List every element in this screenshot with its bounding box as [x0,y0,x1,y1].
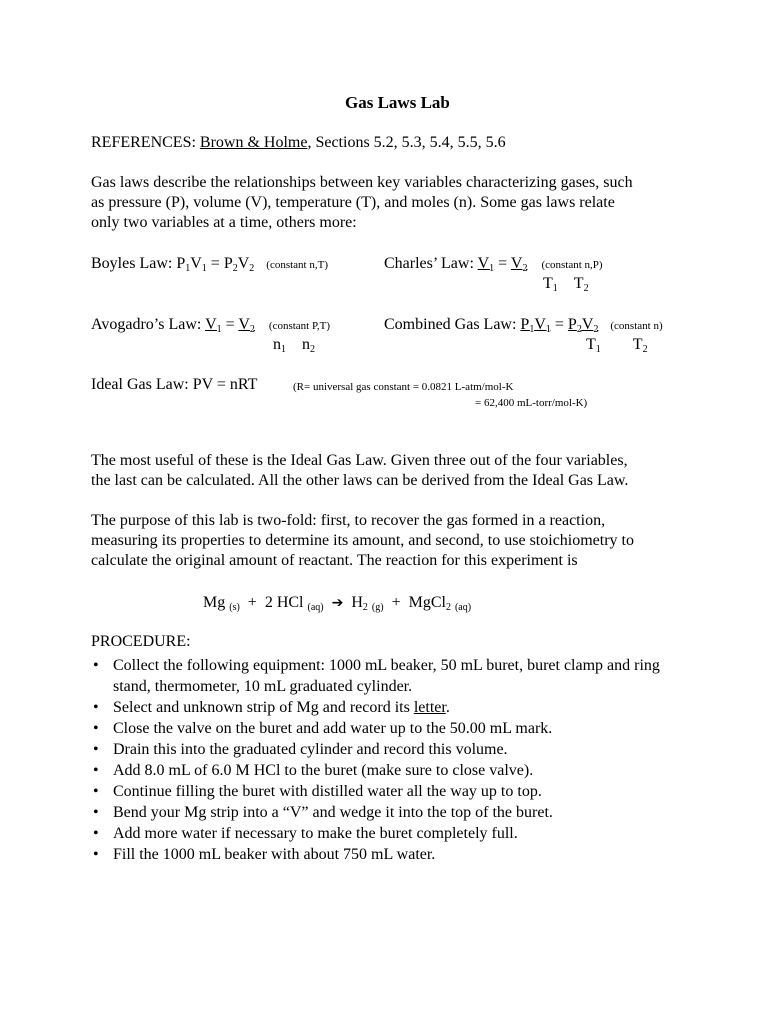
intro-line: as pressure (P), volume (V), temperature (T), and moles (n). Some gas laws relate [91,194,615,211]
combined-label: Combined Gas Law: [384,316,521,333]
references-sections: , Sections 5.2, 5.3, 5.4, 5.5, 5.6 [307,134,506,151]
boyles-label: Boyles Law: [91,255,177,272]
ideal-paragraph [91,451,628,491]
references-line [91,133,506,153]
procedure-item: • Continue filling the buret with distilled water all the way up to top. [93,783,542,800]
boyles-equation: $P_1V_1 = P_2V_2$ [176,255,255,274]
procedure-item: • Fill the 1000 mL beaker with about 750 mL water. [93,846,436,863]
intro-line: only two variables at a time, others more: [91,214,357,231]
reaction-equation: Mg $_{(s)}$ + 2 HCl $_{(aq)}$ ➔ $H_2$ $_{(g)}$ + MgCl$_2$ $_{(aq)}$ [203,594,472,613]
paragraph-line: the last can be calculated. All the other laws can be derived from the Ideal Gas Law. [91,472,629,489]
intro-paragraph [91,173,633,233]
ideal-label: Ideal Gas Law: PV = nRT [91,376,258,393]
procedure-item: • Collect the following equipment: 1000 mL beaker, 50 mL buret, buret clamp and ring stand, thermometer, 10 mL graduated cylinder. [93,657,660,695]
avogadro-law [91,315,330,336]
references-label: REFERENCES: [91,134,200,151]
paragraph-line: The most useful of these is the Ideal Gas Law. Given three out of the four variables, [91,452,628,469]
avogadro-equation: $V_1 = V_2$ [205,316,255,335]
avogadro-denominators: $n_1$ $n_2$ [273,336,315,355]
combined-denominators: $T_1$ $T_2$ [586,336,648,355]
procedure-item: • Add 8.0 mL of 6.0 M HCl to the buret (make sure to close valve). [93,762,534,779]
letter-word: letter [413,699,446,716]
procedure-item: • Bend your Mg strip into a “V” and wedge it into the top of the buret. [93,804,553,821]
ideal-note-line2: = 62,400 mL-torr/mol-K) [475,397,588,409]
combined-law [384,315,663,336]
charles-equation: $V_1 = V_2$ [477,255,528,274]
procedure-item: • Drain this into the graduated cylinder and record this volume. [93,741,508,758]
purpose-paragraph [91,511,634,571]
page-title: Gas Laws Lab [345,93,450,112]
references-book: Brown & Holme [199,134,308,151]
charles-label: Charles’ Law: [384,255,478,272]
ideal-law [91,375,257,395]
procedure-item: • Select and unknown strip of Mg and record its letter. [93,699,450,716]
intro-line: Gas laws describe the relationships between key variables characterizing gases, such [91,174,633,191]
procedure-item: • Add more water if necessary to make the buret completely full. [93,825,518,842]
procedure-heading: PROCEDURE: [91,633,191,650]
procedure-item: • Close the valve on the buret and add water up to the 50.00 mL mark. [93,720,553,737]
paragraph-line: measuring its properties to determine its amount, and second, to use stoichiometry to [91,532,634,549]
avogadro-label: Avogadro’s Law: [91,316,206,333]
avogadro-note: (constant P,T) [268,320,331,332]
paragraph-line: The purpose of this lab is two-fold: first, to recover the gas formed in a reaction, [91,512,606,529]
procedure-list [93,655,673,865]
charles-denominators: $T_1$ $T_2$ [543,275,589,294]
paragraph-line: calculate the original amount of reactant. The reaction for this experiment is [91,552,578,569]
boyles-note: (constant n,T) [266,259,328,271]
boyles-law [91,254,328,275]
ideal-note-line1: (R= universal gas constant = 0.0821 L-atm/mol-K [293,381,514,393]
combined-equation: $P_1V_1 = P_2V_2$ [520,316,599,335]
combined-note: (constant n) [610,320,663,332]
charles-note: (constant n,P) [541,259,603,271]
charles-law [384,254,603,275]
